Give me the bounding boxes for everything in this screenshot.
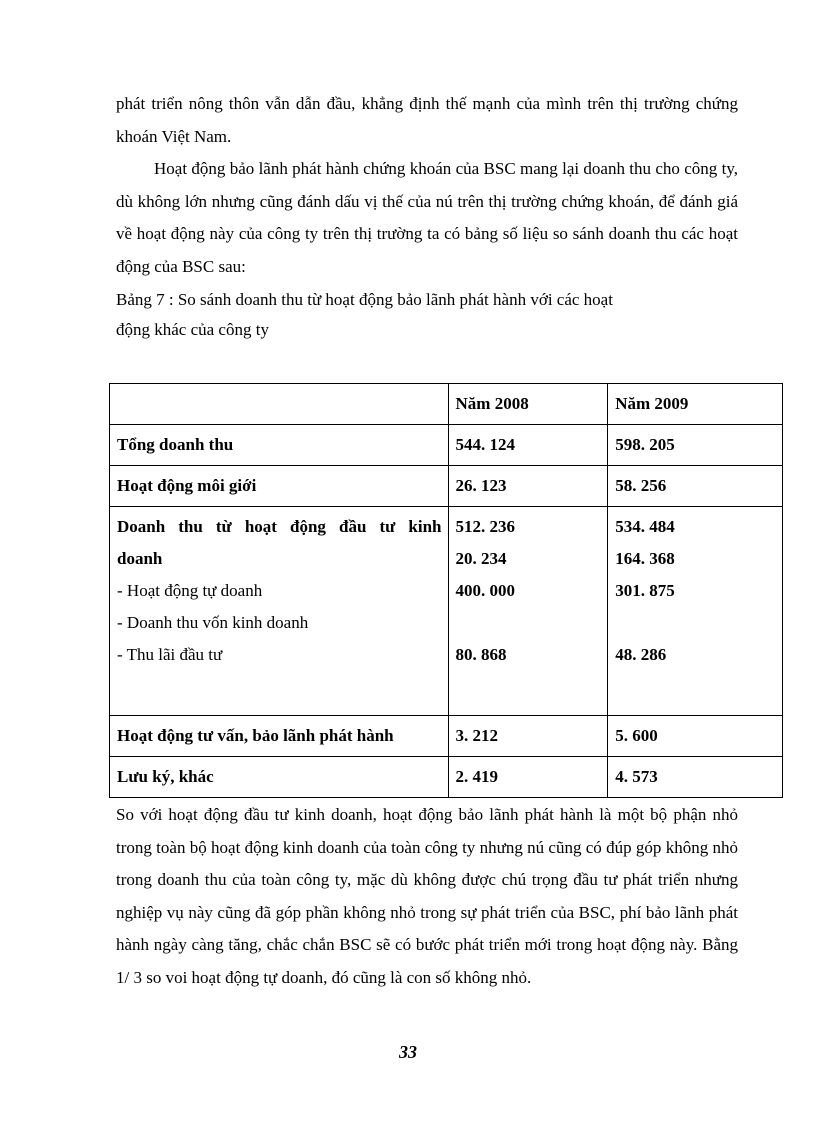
row-label: Lưu ký, khác bbox=[110, 757, 449, 798]
table-row-investment bbox=[110, 507, 783, 716]
header-cell-2008: Năm 2008 bbox=[448, 384, 608, 425]
investment-sub-interest: - Thu lãi đầu tư bbox=[117, 645, 223, 664]
investment-title-line-1: Doanh thu từ hoạt động đầu tư kinh bbox=[117, 517, 442, 536]
investment-values-2008 bbox=[448, 507, 608, 716]
investment-sub-capital: - Doanh thu vốn kinh doanh bbox=[117, 613, 309, 632]
value-2009: 598. 205 bbox=[608, 425, 783, 466]
table-row-advisory-underwriting bbox=[110, 716, 783, 757]
investment-title-line-2: doanh bbox=[117, 549, 163, 568]
value-2009: 5. 600 bbox=[608, 716, 783, 757]
paragraph-revenue-intro: Hoạt động bảo lãnh phát hành chứng khoán của BSC mang lại doanh thu cho công ty, dù không lớn nhưng cũng đánh dấu vị thế của nú trên thị trường chứng khoán, để đánh giá về hoạt động này của công ty trên thị trường ta có bảng số liệu so sánh doanh thu các hoạt động của BSC sau: bbox=[116, 159, 738, 276]
value-2009 bbox=[615, 607, 776, 639]
paragraph-analysis: So với hoạt động đầu tư kinh doanh, hoạt động bảo lãnh phát hành là một bộ phận nhỏ trong toàn bộ hoạt động kinh doanh của toàn công ty nhưng nú cũng có đúp góp không nhỏ trong doanh thu của toàn công ty, mặc dù không được chú trọng đầu tư phát triển nhưng nghiệp vụ này cũng đã góp phần không nhỏ trong sự phát triển của BSC, phí bảo lãnh phát hành ngày càng tăng, chắc chắn BSC sẽ có bước phát triển mới trong hoạt động này. Bằng 1/ 3 so voi hoạt động tự doanh, đó cũng là con số không nhỏ. bbox=[116, 805, 738, 987]
row-label: Hoạt động môi giới bbox=[110, 466, 449, 507]
value-2009: 48. 286 bbox=[615, 645, 667, 664]
intro-paragraph: phát triển nông thôn vẫn dẫn đầu, khẳng định thế mạnh của mình trên thị trường chứng khoán Việt Nam. bbox=[116, 94, 738, 146]
table-row-custody-other bbox=[110, 757, 783, 798]
value-2008: 512. 236 bbox=[455, 517, 515, 536]
value-2009: 4. 573 bbox=[608, 757, 783, 798]
row-label: Hoạt động tư vấn, bảo lãnh phát hành bbox=[110, 716, 449, 757]
table-row-brokerage bbox=[110, 466, 783, 507]
value-2009: 58. 256 bbox=[608, 466, 783, 507]
value-2008: 400. 000 bbox=[455, 581, 515, 600]
page-number: 33 bbox=[399, 1042, 417, 1062]
investment-sub-self-trading: - Hoạt động tự doanh bbox=[117, 581, 263, 600]
value-2008: 80. 868 bbox=[455, 645, 507, 664]
row-label: Tổng doanh thu bbox=[110, 425, 449, 466]
header-cell-empty bbox=[110, 384, 449, 425]
value-2008 bbox=[456, 607, 602, 639]
header-cell-2009: Năm 2009 bbox=[608, 384, 783, 425]
table-caption bbox=[116, 285, 738, 345]
investment-values-2009 bbox=[608, 507, 783, 716]
table-header-row bbox=[110, 384, 783, 425]
value-2008: 20. 234 bbox=[455, 549, 507, 568]
value-2008: 3. 212 bbox=[448, 716, 608, 757]
value-2008: 2. 419 bbox=[448, 757, 608, 798]
value-2009: 301. 875 bbox=[615, 581, 675, 600]
row-label-investment bbox=[110, 507, 449, 716]
revenue-comparison-table bbox=[109, 383, 783, 798]
value-2008: 26. 123 bbox=[448, 466, 608, 507]
table-caption-line-1: Bảng 7 : So sánh doanh thu từ hoạt động bảo lãnh phát hành với các hoạt bbox=[116, 290, 613, 309]
value-2009: 534. 484 bbox=[615, 517, 675, 536]
value-2009: 164. 368 bbox=[615, 549, 675, 568]
table-caption-line-2: động khác của công ty bbox=[116, 320, 269, 339]
table-row-total-revenue bbox=[110, 425, 783, 466]
value-2008: 544. 124 bbox=[448, 425, 608, 466]
